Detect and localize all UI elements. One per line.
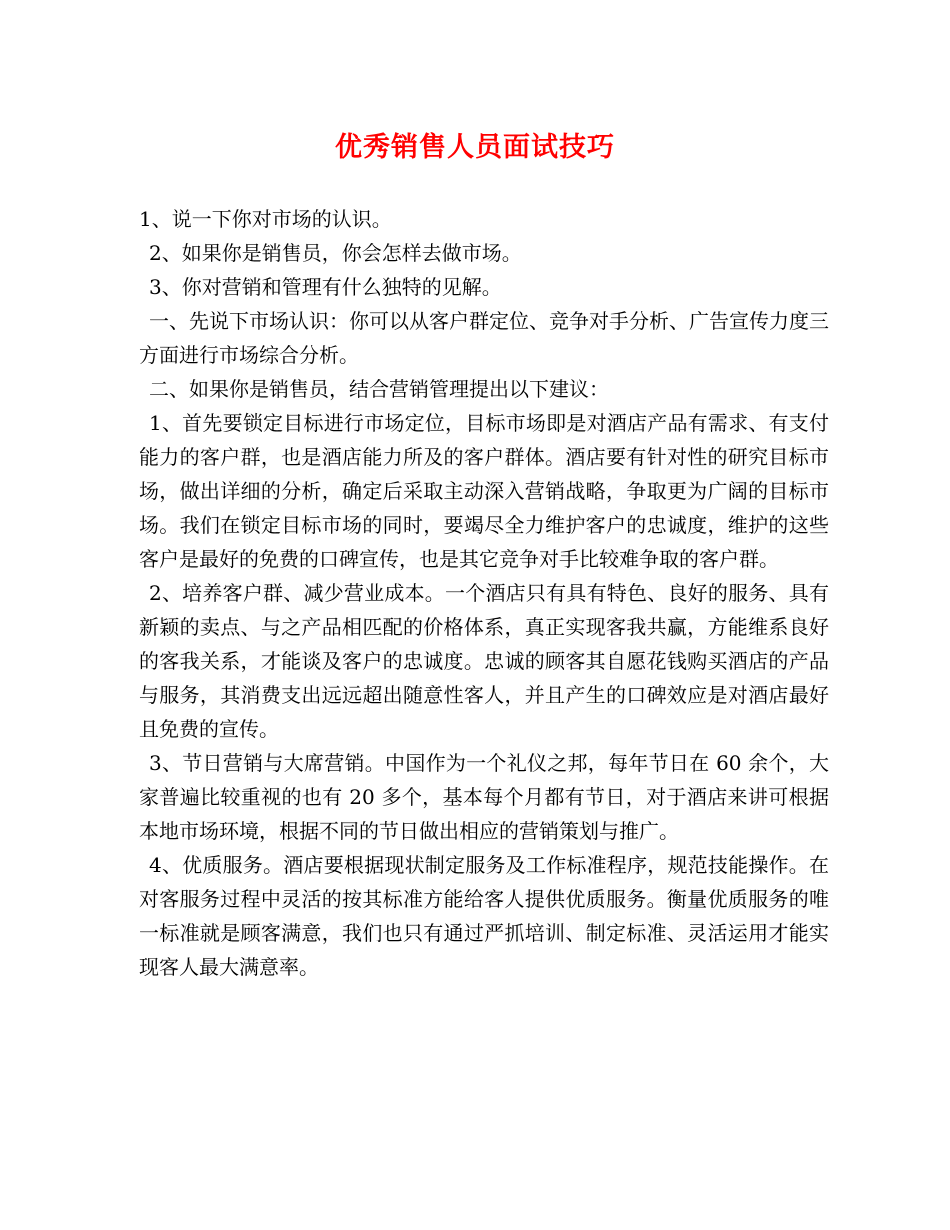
suggestion-1: 1、首先要锁定目标进行市场定位，目标市场即是对酒店产品有需求、有支付能力的客户群，也是酒店能力所及的客户群体。酒店要有针对性的研究目标市场，做出详细的分析，确定后采取主动深入营销战略，争取更为广阔的目标市场。我们在锁定目标市场的同时，要竭尽全力维护客户的忠诚度，维护的这些客户是最好的免费的口碑宣传，也是其它竞争对手比较难争取的客户群。: [139, 411, 829, 571]
document-body: [139, 202, 829, 984]
answer-section-2: 二、如果你是销售员，结合营销管理提出以下建议：: [149, 377, 609, 401]
question-2: 2、如果你是销售员，你会怎样去做市场。: [149, 241, 522, 265]
suggestion-3: 3、节日营销与大席营销。中国作为一个礼仪之邦，每年节日在 60 余个，大家普遍比较重视的也有 20 多个，基本每个月都有节日，对于酒店来讲可根据本地市场环境，根据不同的节日做出相应的营销策划与推广。: [139, 751, 829, 843]
suggestion-2: 2、培养客户群、减少营业成本。一个酒店只有具有特色、良好的服务、具有新颖的卖点、与之产品相匹配的价格体系，真正实现客我共赢，方能维系良好的客我关系，才能谈及客户的忠诚度。忠诚的顾客其自愿花钱购买酒店的产品与服务，其消费支出远远超出随意性客人，并且产生的口碑效应是对酒店最好且免费的宣传。: [139, 581, 829, 741]
document-title: 优秀销售人员面试技巧: [335, 132, 615, 163]
answer-section-1: 一、先说下市场认识：你可以从客户群定位、竞争对手分析、广告宣传力度三方面进行市场综合分析。: [139, 309, 829, 367]
suggestion-4: 4、优质服务。酒店要根据现状制定服务及工作标准程序，规范技能操作。在对客服务过程中灵活的按其标准方能给客人提供优质服务。衡量优质服务的唯一标准就是顾客满意，我们也只有通过严抓培训、制定标准、灵活运用才能实现客人最大满意率。: [139, 853, 829, 979]
question-3: 3、你对营销和管理有什么独特的见解。: [149, 275, 502, 299]
question-1: 1、说一下你对市场的认识。: [139, 207, 392, 231]
